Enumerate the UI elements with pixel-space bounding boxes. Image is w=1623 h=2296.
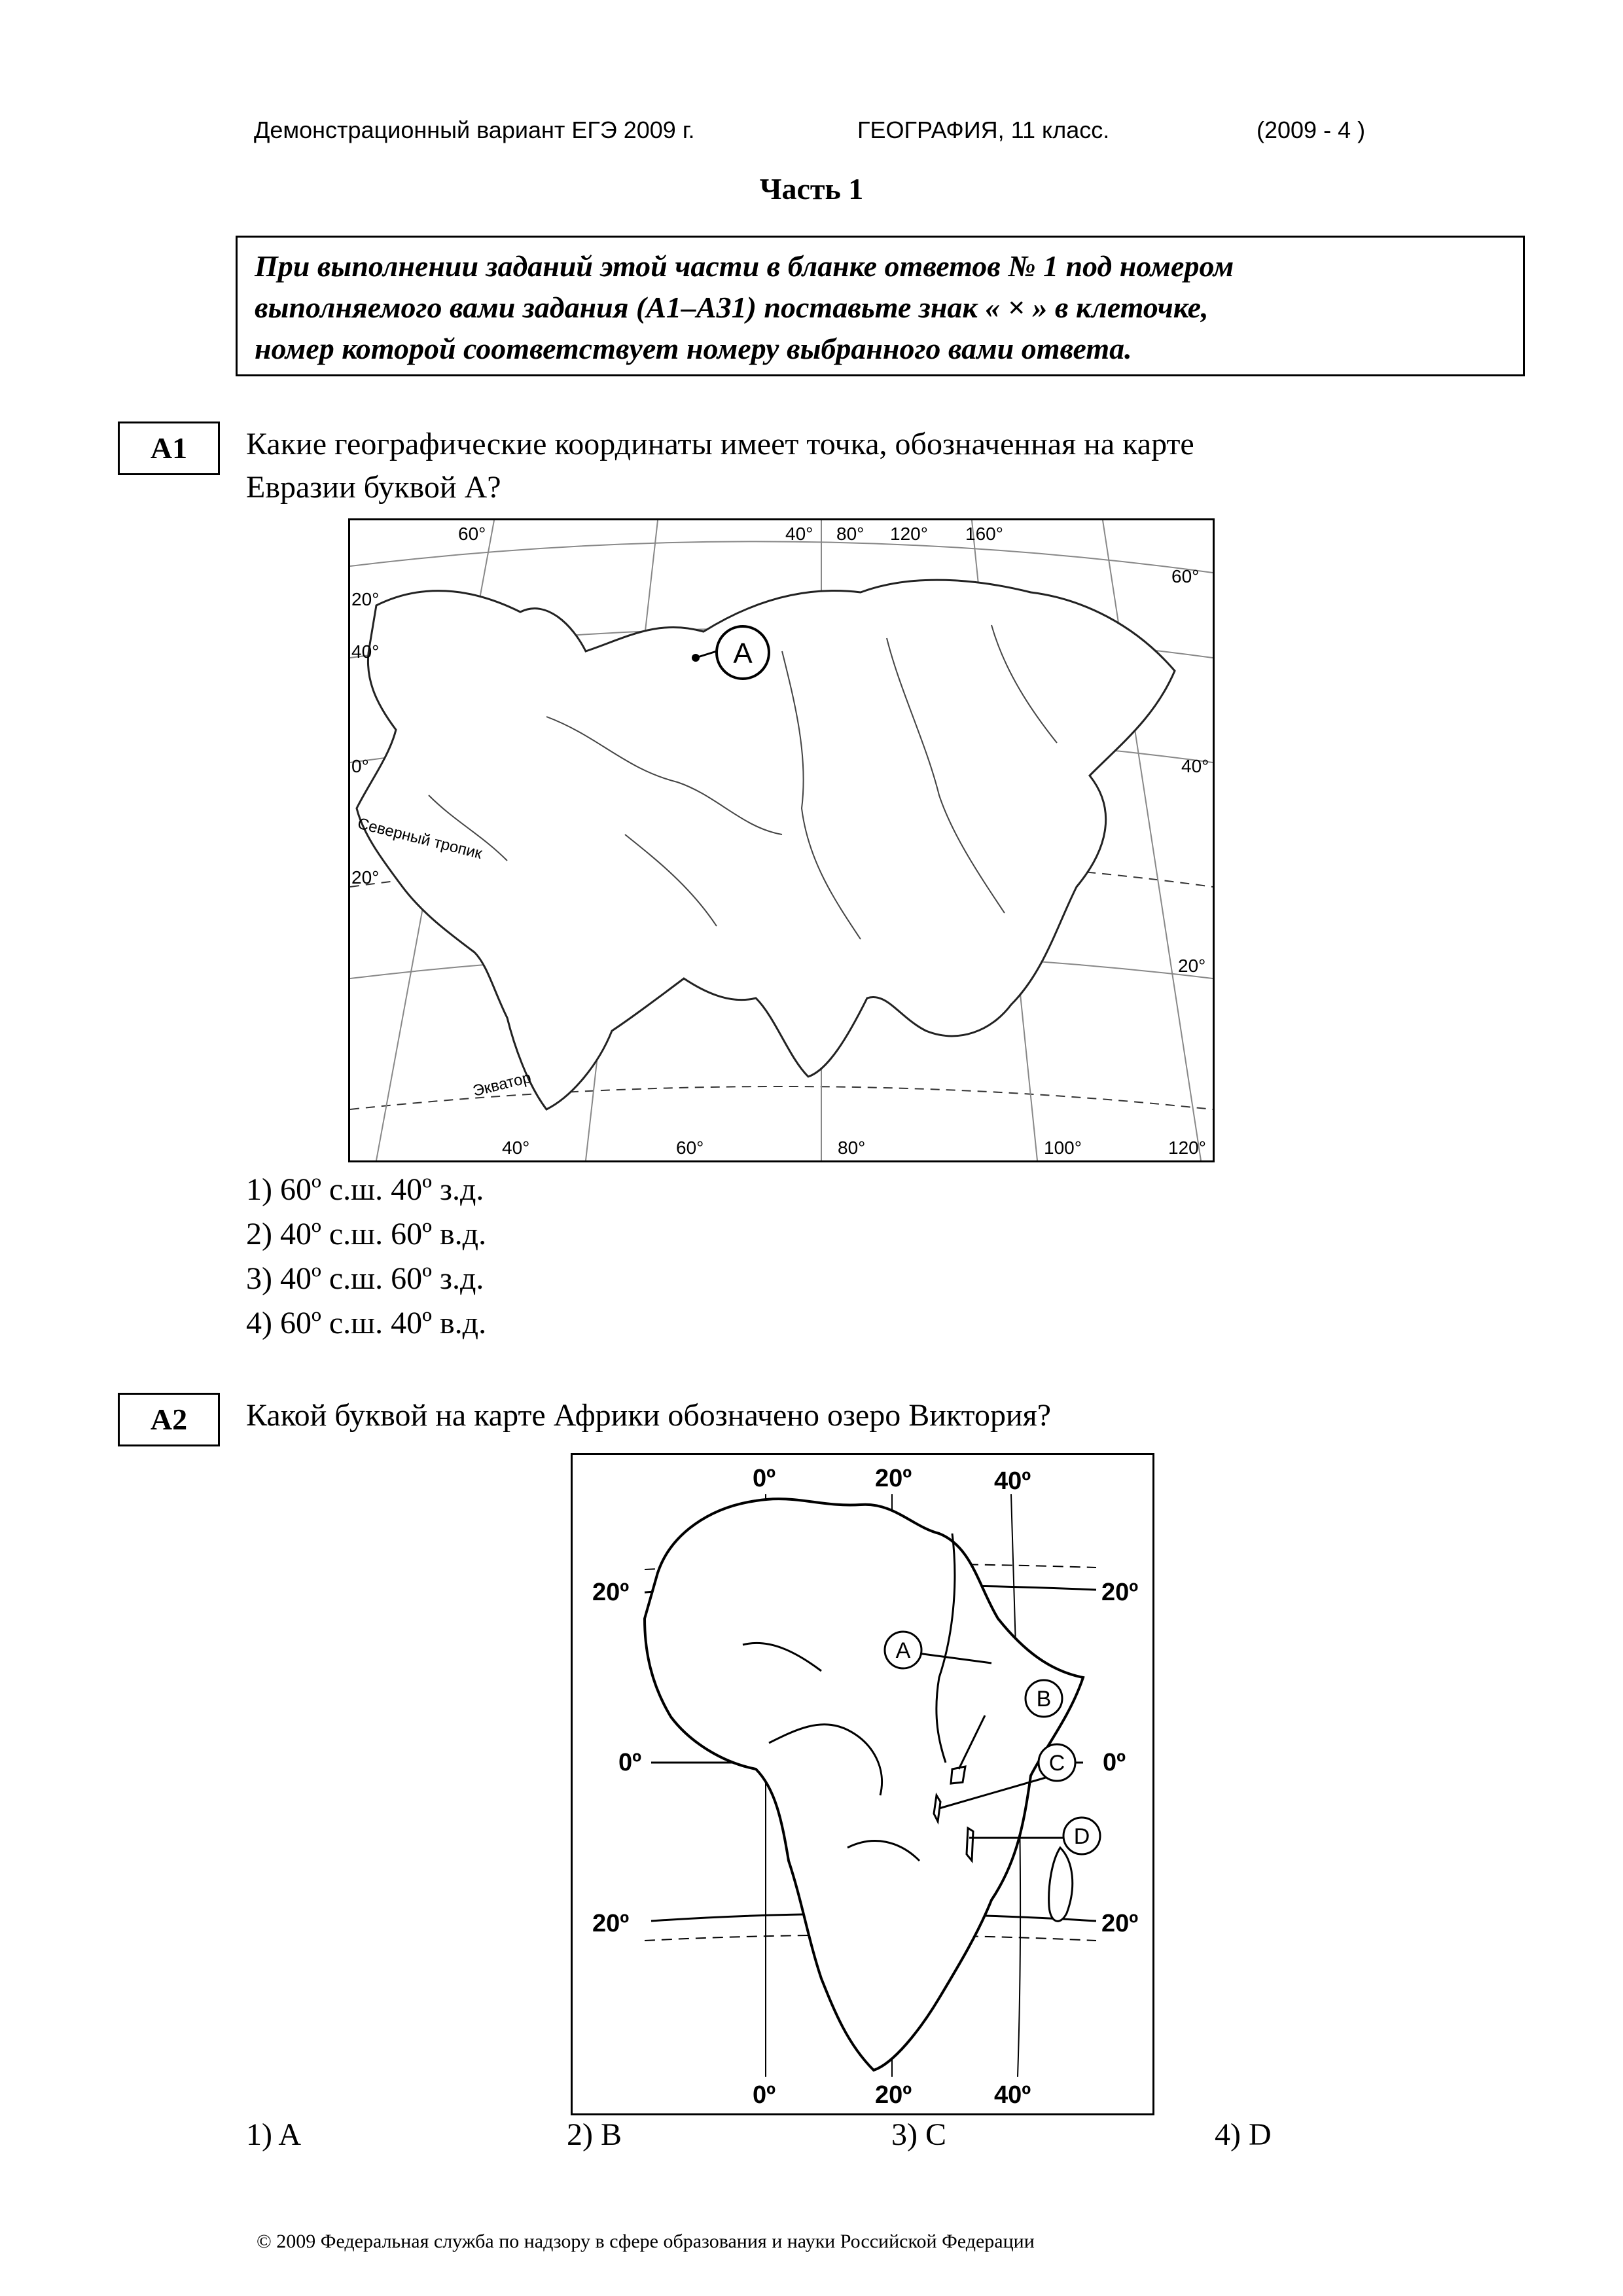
header-left: Демонстрационный вариант ЕГЭ 2009 г. xyxy=(254,117,695,143)
question-label-a2: А2 xyxy=(118,1393,220,1446)
eurasia-map-drawing xyxy=(350,520,1213,1160)
a2-option-2[interactable]: 2) B xyxy=(567,2117,622,2152)
africa-bottom-label-20: 20º xyxy=(875,2081,912,2109)
africa-left-label-20s: 20º xyxy=(592,1910,630,1937)
a2-option-3[interactable]: 3) C xyxy=(891,2117,946,2152)
eurasia-right-label-20: 20° xyxy=(1178,956,1206,976)
question-text-a2: Какой буквой на карте Африки обозначено озеро Виктория? xyxy=(246,1398,1052,1433)
eurasia-bottom-label-120: 120° xyxy=(1168,1138,1206,1158)
a1-option-1[interactable]: 1) 60º с.ш. 40º з.д. xyxy=(246,1172,484,1207)
question-text-a1-line1: Какие географические координаты имеет точка, обозначенная на карте xyxy=(246,427,1194,461)
eurasia-left-label-60: 60° xyxy=(458,524,486,544)
equator-label: Экватор xyxy=(471,1068,533,1100)
eurasia-bottom-label-60: 60° xyxy=(676,1138,704,1158)
part-title: Часть 1 xyxy=(759,172,864,206)
eurasia-left-label-20: 20° xyxy=(351,867,380,888)
eurasia-bottom-label-100: 100° xyxy=(1044,1138,1082,1158)
instruction-line-1: При выполнении заданий этой части в бланке ответов № 1 под номером xyxy=(255,249,1234,283)
eurasia-bottom-label-40: 40° xyxy=(502,1138,530,1158)
point-a-label: A xyxy=(733,637,753,670)
tropic-label: Северный тропик xyxy=(355,814,484,863)
footer-copyright: © 2009 Федеральная служба по надзору в сфере образования и науки Российской Федерации xyxy=(257,2231,1035,2252)
eurasia-left-label-20-top: 20° xyxy=(351,589,380,609)
a2-option-4[interactable]: 4) D xyxy=(1215,2117,1272,2152)
lake-nyasa-shape xyxy=(967,1828,973,1861)
header-center: ГЕОГРАФИЯ, 11 класс. xyxy=(857,117,1110,143)
eurasia-right-label-60: 60° xyxy=(1171,566,1200,586)
africa-map xyxy=(571,1453,1154,2115)
eurasia-right-label-40: 40° xyxy=(1181,756,1209,776)
marker-d-label: D xyxy=(1073,1824,1090,1849)
africa-right-label-20n: 20º xyxy=(1101,1579,1139,1606)
eurasia-left-label-40: 40° xyxy=(351,641,380,662)
header-right: (2009 - 4 ) xyxy=(1257,117,1366,143)
africa-map-drawing xyxy=(573,1455,1152,2113)
instruction-line-2: выполняемого вами задания (А1–А31) поставьте знак « × » в клеточке, xyxy=(255,291,1209,324)
africa-top-label-40: 40º xyxy=(994,1467,1031,1495)
africa-right-label-20s: 20º xyxy=(1101,1910,1139,1937)
marker-b-label: B xyxy=(1036,1687,1052,1712)
instruction-box xyxy=(236,236,1525,376)
eurasia-map xyxy=(348,518,1215,1162)
eurasia-top-label-40: 40° xyxy=(785,524,813,544)
question-text-a1-line2: Евразии буквой А? xyxy=(246,470,501,505)
africa-bottom-label-40: 40º xyxy=(994,2081,1031,2109)
a1-option-2[interactable]: 2) 40º с.ш. 60º в.д. xyxy=(246,1217,487,1251)
africa-top-label-20: 20º xyxy=(875,1465,912,1492)
a1-option-4[interactable]: 4) 60º с.ш. 40º в.д. xyxy=(246,1306,487,1340)
a2-option-1[interactable]: 1) A xyxy=(246,2117,301,2152)
eurasia-top-label-80: 80° xyxy=(836,524,865,544)
lake-victoria-shape xyxy=(951,1767,965,1784)
marker-c-label: C xyxy=(1048,1751,1065,1776)
marker-a-label: A xyxy=(895,1638,911,1663)
eurasia-left-label-0: 0° xyxy=(351,756,369,776)
africa-right-label-0: 0º xyxy=(1103,1749,1126,1776)
eurasia-top-label-160: 160° xyxy=(965,524,1003,544)
madagascar xyxy=(1049,1848,1073,1921)
africa-left-label-20n: 20º xyxy=(592,1579,630,1606)
a1-option-3[interactable]: 3) 40º с.ш. 60º з.д. xyxy=(246,1261,484,1296)
instruction-line-3: номер которой соответствует номеру выбранного вами ответа. xyxy=(255,332,1132,365)
eurasia-top-label-120: 120° xyxy=(890,524,928,544)
question-label-a1: А1 xyxy=(118,422,220,475)
africa-top-label-0: 0º xyxy=(753,1465,776,1492)
africa-left-label-0: 0º xyxy=(618,1749,642,1776)
africa-bottom-label-0: 0º xyxy=(753,2081,776,2109)
africa-coastline xyxy=(645,1499,1083,2070)
eurasia-bottom-label-80: 80° xyxy=(838,1138,866,1158)
